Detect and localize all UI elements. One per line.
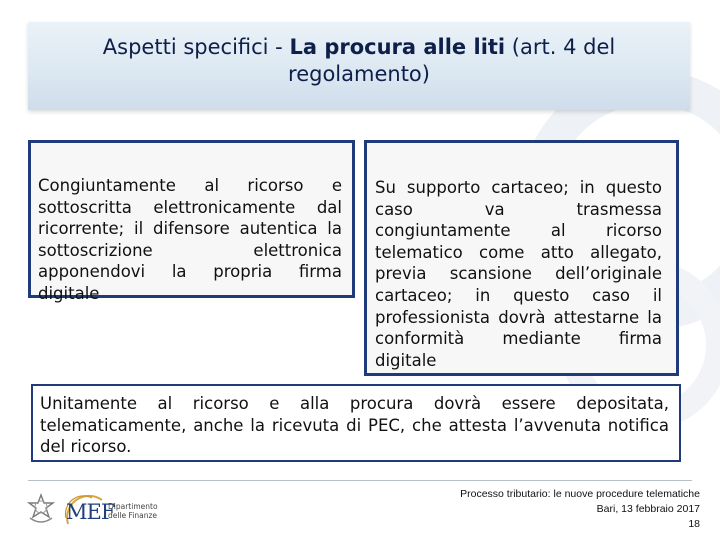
title-suffix-line2: regolamento) bbox=[288, 62, 430, 86]
footer-divider bbox=[28, 480, 692, 481]
footer-info bbox=[460, 487, 700, 532]
italian-republic-emblem-icon bbox=[26, 492, 56, 526]
option-box-electronic bbox=[28, 140, 355, 303]
department-line2: delle Finanze bbox=[108, 511, 158, 520]
note-box-pec bbox=[31, 384, 681, 462]
option-box-paper bbox=[364, 140, 679, 376]
department-line1: Dipartimento bbox=[108, 502, 158, 511]
option-text-electronic: Congiuntamente al ricorso e sottoscritta elettronicamente dal ricorrente; il difensore autentica la sottoscrizione elettronica apponendovi la propria firma digitale bbox=[38, 176, 342, 303]
title-prefix: Aspetti specifici - bbox=[102, 35, 290, 59]
footer-place-date: Bari, 13 febbraio 2017 bbox=[596, 503, 700, 515]
slide-title bbox=[28, 22, 690, 110]
page-number: 18 bbox=[688, 518, 700, 530]
mef-logo-text: MEF bbox=[66, 500, 115, 524]
title-bold: La procura alle liti bbox=[289, 35, 506, 59]
note-text-pec: Unitamente al ricorso e alla procura dovrà essere depositata, telematicamente, anche la ricevuta di PEC, che attesta l’avvenuta notifica del ricorso. bbox=[40, 394, 669, 457]
department-name bbox=[108, 502, 168, 520]
footer-event: Processo tributario: le nuove procedure telematiche bbox=[460, 488, 700, 500]
title-suffix: (art. 4 del bbox=[505, 35, 616, 59]
option-text-paper: Su supporto cartaceo; in questo caso va trasmessa congiuntamente al ricorso telematico come atto allegato, previa scansione dell’originale cartaceo; in questo caso il professionista dovrà attestarne la conformità mediante firma digitale bbox=[375, 178, 662, 370]
